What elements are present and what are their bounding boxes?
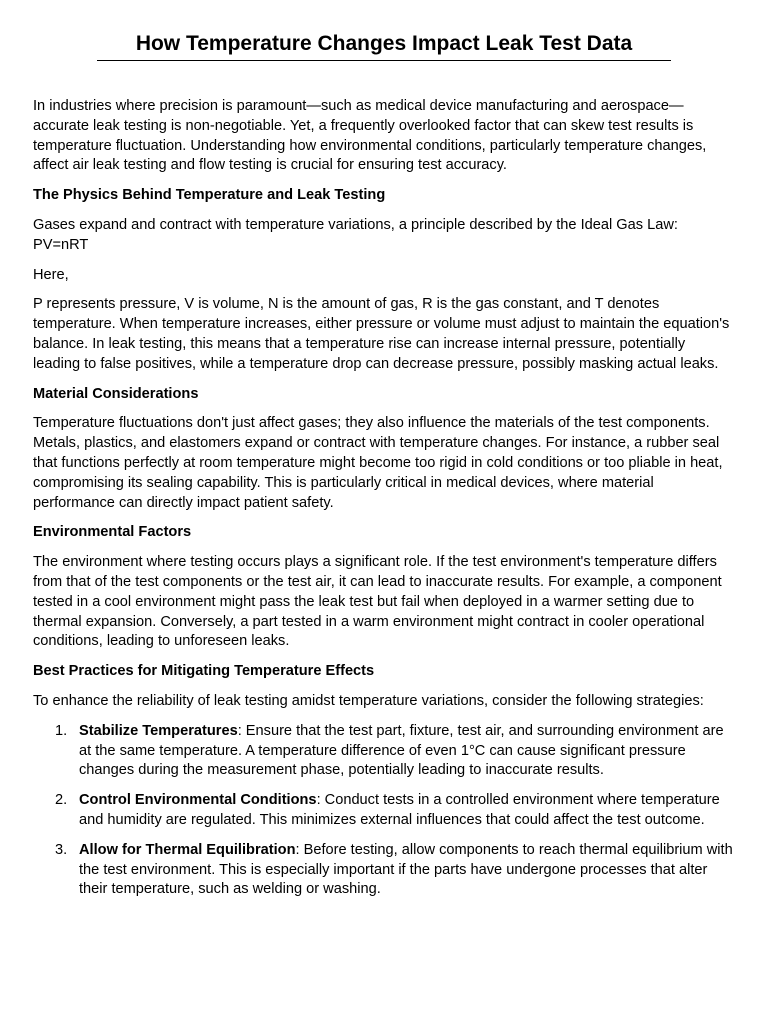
list-item — [33, 722, 735, 781]
section-heading-physics: The Physics Behind Temperature and Leak Testing — [33, 187, 386, 204]
document-title: How Temperature Changes Impact Leak Test Data — [97, 30, 671, 61]
list-item-lead: Stabilize Temperatures — [79, 722, 238, 739]
practices-paragraph: To enhance the reliability of leak testing amidst temperature variations, consider the following strategies: — [33, 692, 704, 709]
physics-paragraph-3: P represents pressure, V is volume, N is the amount of gas, R is the gas constant, and T denotes temperature. When temperature increases, either pressure or volume must adjust to maintain the equation's balance. In leak testing, this means that a temperature rise can increase internal pressure, potentially leading to false positives, while a temperature drop can decrease pressure, possibly masking actual leaks. — [33, 296, 730, 372]
list-item-text: : Before testing, allow components to reach thermal equilibrium with the test environment. This is especially important if the parts have undergone processes that alter their temperature, such as welding or washing. — [79, 841, 733, 898]
list-item-lead: Allow for Thermal Equilibration — [79, 841, 296, 858]
list-item-number: 2. — [55, 792, 68, 809]
document-body — [33, 97, 735, 900]
list-item-lead: Control Environmental Conditions — [79, 792, 317, 809]
list-item — [33, 841, 735, 900]
practices-list — [33, 722, 735, 900]
section-heading-environment: Environmental Factors — [33, 524, 192, 541]
list-item-number: 3. — [55, 841, 68, 858]
section-heading-material: Material Considerations — [33, 385, 199, 402]
list-item-text: : Ensure that the test part, fixture, test air, and surrounding environment are at the same temperature. A temperature difference of even 1°C can cause significant pressure changes during the measurement phase, potentially leading to inaccurate results. — [79, 722, 724, 779]
physics-paragraph-1: Gases expand and contract with temperature variations, a principle described by the Ideal Gas Law: PV=nRT — [33, 216, 678, 253]
intro-paragraph: In industries where precision is paramount—such as medical device manufacturing and aerospace—accurate leak testing is non-negotiable. Yet, a frequently overlooked factor that can skew test results is temperature fluctuation. Understanding how environmental conditions, particularly temperature changes, affect air leak testing and flow testing is crucial for ensuring test accuracy. — [33, 98, 707, 174]
physics-paragraph-2: Here, — [33, 266, 69, 283]
environment-paragraph: The environment where testing occurs plays a significant role. If the test environment's temperature differs from that of the test components or the test air, it can lead to inaccurate results. For example, a component tested in a cool environment might pass the leak test but fail when deployed in a warmer setting due to thermal expansion. Conversely, a part tested in a warm environment might contract in cooler operational conditions, leading to unforeseen leaks. — [33, 554, 722, 650]
section-heading-practices: Best Practices for Mitigating Temperature Effects — [33, 663, 375, 680]
material-paragraph: Temperature fluctuations don't just affect gases; they also influence the materials of the test components. Metals, plastics, and elastomers expand or contract with temperature changes. For instance, a rubber seal that functions perfectly at room temperature might become too rigid in cold conditions or too pliable in heat, compromising its sealing capability. This is particularly critical in medical devices, where material performance can directly impact patient safety. — [33, 415, 723, 511]
list-item-number: 1. — [55, 722, 68, 739]
list-item — [33, 791, 735, 831]
list-item-text: : Conduct tests in a controlled environment where temperature and humidity are regulated. This minimizes external influences that could affect the test outcome. — [79, 792, 720, 828]
